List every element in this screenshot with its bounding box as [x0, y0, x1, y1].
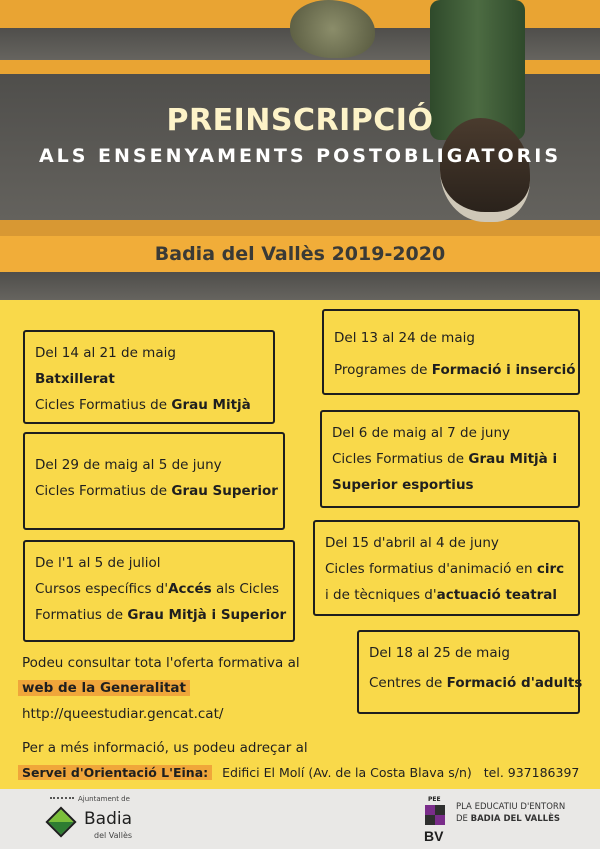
box-text-bold: Formació i inserció — [431, 362, 576, 378]
pee-line2-bold: BADIA DEL VALLÈS — [470, 814, 561, 824]
more-info-text: Per a més informació, us podeu adreçar al — [22, 740, 308, 756]
box-date: Del 6 de maig al 7 de juny — [332, 425, 511, 441]
box-date: De l'1 al 5 de juliol — [35, 555, 161, 571]
box-date: Del 29 de maig al 5 de juny — [35, 457, 222, 473]
box-date: Del 13 al 24 de maig — [334, 330, 475, 346]
box-text: Programes de — [334, 362, 432, 378]
box-text-bold: circ — [536, 561, 565, 577]
web-highlight — [18, 680, 190, 696]
pee-line2 — [456, 814, 560, 824]
location-year: Badia del Vallès 2019-2020 — [154, 243, 446, 265]
pee-acronym: PEE — [428, 796, 441, 803]
stair-stripe — [0, 220, 600, 236]
badia-logo-text: Badia — [84, 809, 133, 829]
box-text: Cicles Formatius de — [35, 397, 172, 413]
box-text-bold: Grau Superior — [171, 483, 278, 499]
service-phone: tel. 937186397 — [483, 765, 580, 780]
box-text-bold: Superior esportius — [332, 477, 474, 493]
box-text: Formatius de — [35, 607, 128, 623]
box-text: Cicles Formatius de — [35, 483, 172, 499]
info-box-adults — [357, 630, 583, 714]
pee-puzzle-icon — [421, 797, 449, 843]
logo-bar — [0, 789, 600, 849]
consult-text: Podeu consultar tota l'oferta formativa al — [22, 655, 300, 671]
info-box-batxillerat — [23, 330, 275, 424]
stair-face — [0, 272, 600, 300]
box-text: Centres de — [369, 675, 447, 691]
location-year-band — [0, 236, 600, 272]
page-subtitle: ALS ENSENYAMENTS POSTOBLIGATORIS — [38, 145, 562, 167]
hero-banner — [0, 0, 600, 300]
ajuntament-label: Ajuntament de — [78, 795, 130, 803]
box-text-bold: Grau Mitjà i Superior — [127, 607, 287, 623]
box-text-bold: Grau Mitjà i — [468, 451, 558, 467]
box-date: Del 18 al 25 de maig — [369, 645, 510, 661]
info-box-acces — [23, 540, 295, 642]
web-link-text[interactable]: web de la Generalitat — [18, 680, 190, 696]
info-box-circ — [313, 520, 580, 616]
badia-logo-icon — [45, 806, 76, 837]
pee-line1: PLA EDUCATIU D'ENTORN — [456, 802, 566, 812]
box-text: als Cicles — [211, 581, 280, 597]
service-line — [18, 765, 579, 780]
box-date: Del 14 al 21 de maig — [35, 345, 176, 361]
box-text-bold: Formació d'adults — [446, 675, 583, 691]
box-text-bold: actuació teatral — [436, 587, 558, 603]
badia-logo-subtitle: del Vallès — [94, 831, 133, 840]
box-text: Cursos específics d' — [35, 581, 169, 597]
gencat-url[interactable]: http://queestudiar.gencat.cat/ — [22, 706, 224, 722]
box-date: Del 15 d'abril al 4 de juny — [325, 535, 499, 551]
box-text-bold: Grau Mitjà — [171, 397, 251, 413]
info-box-formacio-insercio — [322, 309, 580, 395]
box-text: i de tècniques d' — [325, 587, 437, 603]
service-name: Servei d'Orientació L'Eina: — [18, 765, 212, 780]
box-text: Cicles formatius d'animació en — [325, 561, 537, 577]
box-text: Cicles Formatius de — [332, 451, 469, 467]
box-text-bold: Accés — [168, 581, 212, 597]
crown-icon — [50, 797, 74, 805]
page-title: PREINSCRIPCIÓ — [166, 103, 434, 138]
info-box-esportius — [320, 410, 580, 508]
info-box-grau-superior — [23, 432, 285, 530]
pee-line2-pre: DE — [456, 814, 471, 824]
service-address: Edifici El Molí (Av. de la Costa Blava s/n) — [222, 765, 472, 780]
svg-text:BV: BV — [424, 828, 444, 843]
box-item: Batxillerat — [35, 371, 115, 387]
